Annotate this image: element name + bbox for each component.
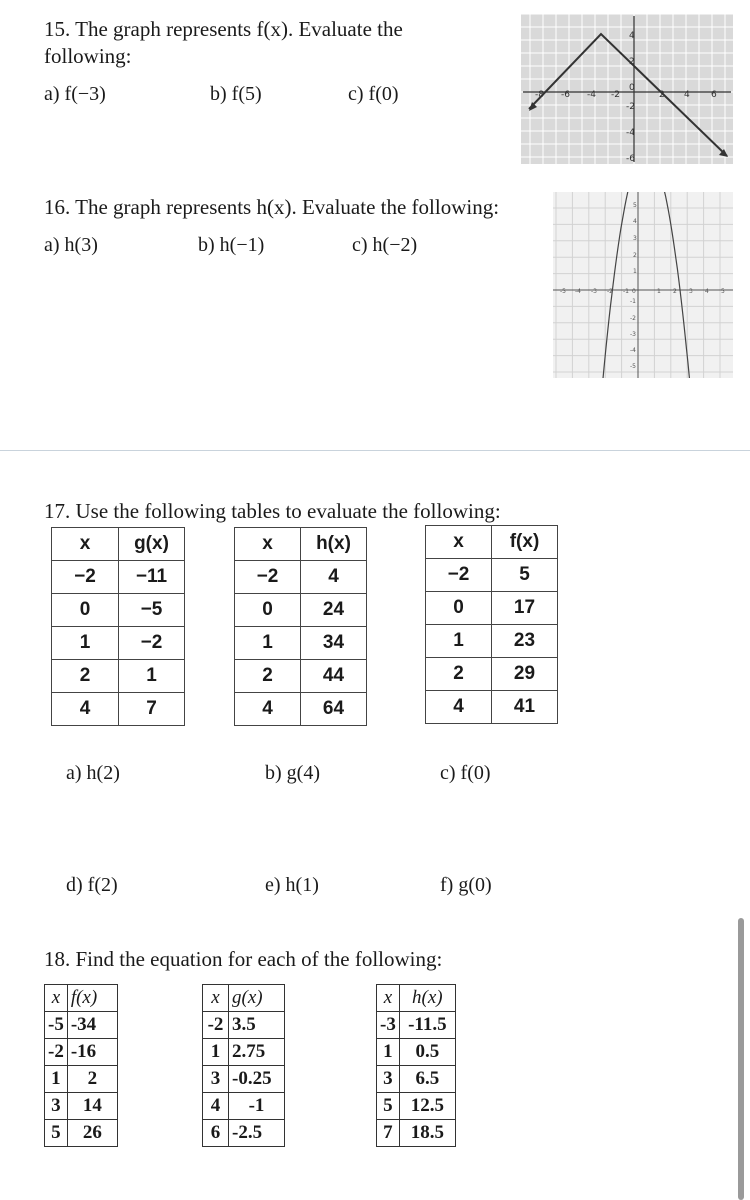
q17-part-a: a) h(2) (66, 762, 120, 784)
q16-part-c: c) h(−2) (352, 234, 418, 256)
table-row (203, 1039, 285, 1066)
q18-table-h (376, 984, 456, 1147)
q16-y-tick: 1 (633, 268, 637, 275)
table-cell: 2 (426, 658, 492, 691)
table-cell: 2 (235, 660, 301, 693)
q17-part-e: e) h(1) (265, 874, 319, 896)
table-cell: -2 (45, 1039, 68, 1066)
table-row (426, 658, 558, 691)
q17-table-f (425, 525, 558, 724)
q16-y-tick: -1 (630, 298, 636, 305)
table-cell: -11.5 (399, 1012, 455, 1039)
table-cell: −2 (235, 561, 301, 594)
table-row (235, 693, 367, 726)
table-row (426, 625, 558, 658)
q17-part-b: b) g(4) (265, 762, 320, 784)
table-cell: 3 (377, 1066, 400, 1093)
table-cell: 7 (377, 1120, 400, 1147)
table-cell: 0 (426, 592, 492, 625)
table-cell: -2.5 (229, 1120, 285, 1147)
table-cell: 1 (45, 1066, 68, 1093)
q16-y-tick: 4 (633, 218, 637, 225)
table-header-cell: f(x) (67, 985, 117, 1012)
table-cell: 1 (52, 627, 119, 660)
q15-title-continued: following: (44, 44, 132, 68)
table-cell: 4 (426, 691, 492, 724)
table-header-cell: x (377, 985, 400, 1012)
table-row (45, 1012, 118, 1039)
table-cell: 0.5 (399, 1039, 455, 1066)
table-row (203, 1093, 285, 1120)
q16-part-b: b) h(−1) (198, 234, 265, 256)
table-cell: 1 (377, 1039, 400, 1066)
table-cell: 7 (119, 693, 185, 726)
table-cell: 29 (492, 658, 558, 691)
table-header-row (203, 985, 285, 1012)
table-cell: -5 (45, 1012, 68, 1039)
q17-part-c: c) f(0) (440, 762, 491, 784)
q15-x-tick: -4 (587, 90, 596, 100)
table-header-cell: x (235, 528, 301, 561)
q17-part-d: d) f(2) (66, 874, 118, 896)
q16-y-tick: -2 (630, 315, 636, 322)
q17-title: 17. Use the following tables to evaluate the following: (44, 499, 501, 523)
table-header-cell: h(x) (399, 985, 455, 1012)
table-cell: −5 (119, 594, 185, 627)
table-cell: 1 (235, 627, 301, 660)
table-cell: 12.5 (399, 1093, 455, 1120)
q16-x-tick: 0 (632, 288, 636, 295)
q15-x-tick: 0 (629, 83, 635, 93)
table-row (426, 592, 558, 625)
table-cell: 44 (301, 660, 367, 693)
table-cell: 4 (52, 693, 119, 726)
table-cell: 18.5 (399, 1120, 455, 1147)
table-cell: 26 (67, 1120, 117, 1147)
q16-part-a: a) h(3) (44, 234, 98, 256)
table-cell: 3 (203, 1066, 229, 1093)
q16-x-tick: 4 (705, 288, 709, 295)
q18-table-g (202, 984, 285, 1147)
q16-x-tick: -2 (607, 288, 613, 295)
table-cell: 5 (492, 559, 558, 592)
q16-y-tick: 5 (633, 202, 637, 209)
q16-y-tick: -4 (630, 347, 636, 354)
table-cell: 3.5 (229, 1012, 285, 1039)
q16-title: 16. The graph represents h(x). Evaluate the following: (44, 195, 500, 219)
q15-x-tick: -2 (611, 90, 620, 100)
table-cell: 1 (426, 625, 492, 658)
q16-x-tick: 5 (721, 288, 725, 295)
table-cell: 0 (52, 594, 119, 627)
table-cell: 23 (492, 625, 558, 658)
table-row (45, 1066, 118, 1093)
table-row (235, 627, 367, 660)
q15-y-tick: -2 (626, 102, 635, 112)
q15-y-tick: 2 (629, 57, 635, 67)
vertical-scrollbar[interactable] (738, 918, 744, 1200)
q16-graph (553, 192, 733, 378)
table-header-row (52, 528, 185, 561)
q17-table-h (234, 527, 367, 726)
q16-y-tick: -5 (630, 363, 636, 370)
section-divider (0, 450, 750, 451)
q16-x-tick: 3 (689, 288, 693, 295)
table-header-cell: x (45, 985, 68, 1012)
table-header-cell: g(x) (119, 528, 185, 561)
q15-part-a: a) f(−3) (44, 83, 106, 105)
table-row (52, 660, 185, 693)
table-cell: 14 (67, 1093, 117, 1120)
table-cell: 6.5 (399, 1066, 455, 1093)
q16-y-tick: 3 (633, 235, 637, 242)
q15-x-tick: 2 (659, 90, 665, 100)
table-cell: 4 (203, 1093, 229, 1120)
q15-y-tick: 4 (629, 31, 635, 41)
table-cell: −11 (119, 561, 185, 594)
q16-y-tick: -3 (630, 331, 636, 338)
table-row (52, 627, 185, 660)
table-row (377, 1093, 456, 1120)
table-cell: 2.75 (229, 1039, 285, 1066)
table-row (45, 1093, 118, 1120)
q15-part-b: b) f(5) (210, 83, 262, 105)
table-row (426, 559, 558, 592)
table-cell: 3 (45, 1093, 68, 1120)
table-header-cell: x (52, 528, 119, 561)
q17-part-f: f) g(0) (440, 874, 492, 896)
table-cell: 4 (301, 561, 367, 594)
table-header-cell: x (203, 985, 229, 1012)
table-header-cell: g(x) (229, 985, 285, 1012)
table-row (235, 561, 367, 594)
table-row (52, 693, 185, 726)
table-cell: 34 (301, 627, 367, 660)
table-row (235, 660, 367, 693)
table-cell: -3 (377, 1012, 400, 1039)
table-row (377, 1039, 456, 1066)
q18-title: 18. Find the equation for each of the following: (44, 947, 443, 971)
q15-y-tick: -6 (626, 154, 635, 164)
table-cell: 1 (203, 1039, 229, 1066)
q15-y-tick: -4 (626, 128, 635, 138)
q16-x-tick: -3 (591, 288, 597, 295)
table-cell: 5 (377, 1093, 400, 1120)
q15-part-c: c) f(0) (348, 83, 399, 105)
q16-x-tick: -4 (575, 288, 581, 295)
q16-y-tick: 2 (633, 252, 637, 259)
table-cell: 64 (301, 693, 367, 726)
table-row (45, 1120, 118, 1147)
table-cell: 5 (45, 1120, 68, 1147)
q18-table-f (44, 984, 118, 1147)
table-cell: 24 (301, 594, 367, 627)
table-header-row (377, 985, 456, 1012)
table-cell: -16 (67, 1039, 117, 1066)
table-row (426, 691, 558, 724)
table-row (377, 1120, 456, 1147)
table-cell: 2 (52, 660, 119, 693)
table-header-cell: f(x) (492, 526, 558, 559)
q15-x-tick: -6 (561, 90, 570, 100)
table-row (203, 1120, 285, 1147)
table-cell: -2 (203, 1012, 229, 1039)
q15-title: 15. The graph represents f(x). Evaluate the (44, 17, 403, 41)
q15-graph (521, 14, 733, 164)
table-row (52, 594, 185, 627)
table-row (45, 1039, 118, 1066)
table-cell: -0.25 (229, 1066, 285, 1093)
table-cell: 6 (203, 1120, 229, 1147)
table-row (235, 594, 367, 627)
table-cell: 0 (235, 594, 301, 627)
q16-x-tick: 2 (673, 288, 677, 295)
table-row (377, 1012, 456, 1039)
table-row (203, 1012, 285, 1039)
table-row (203, 1066, 285, 1093)
table-row (377, 1066, 456, 1093)
q15-x-tick: 6 (711, 90, 717, 100)
table-cell: 17 (492, 592, 558, 625)
table-header-cell: x (426, 526, 492, 559)
table-cell: -34 (67, 1012, 117, 1039)
q16-x-tick: -5 (560, 288, 566, 295)
table-header-row (235, 528, 367, 561)
q17-table-g (51, 527, 185, 726)
q16-x-tick: -1 (623, 288, 629, 295)
q16-x-tick: 1 (657, 288, 661, 295)
table-header-row (45, 985, 118, 1012)
table-header-row (426, 526, 558, 559)
table-cell: -1 (229, 1093, 285, 1120)
table-cell: 1 (119, 660, 185, 693)
table-cell: 2 (67, 1066, 117, 1093)
table-cell: −2 (426, 559, 492, 592)
q15-x-tick: -8 (535, 90, 544, 100)
table-header-cell: h(x) (301, 528, 367, 561)
table-cell: −2 (52, 561, 119, 594)
table-cell: −2 (119, 627, 185, 660)
table-cell: 4 (235, 693, 301, 726)
q15-x-tick: 4 (684, 90, 690, 100)
table-row (52, 561, 185, 594)
table-cell: 41 (492, 691, 558, 724)
